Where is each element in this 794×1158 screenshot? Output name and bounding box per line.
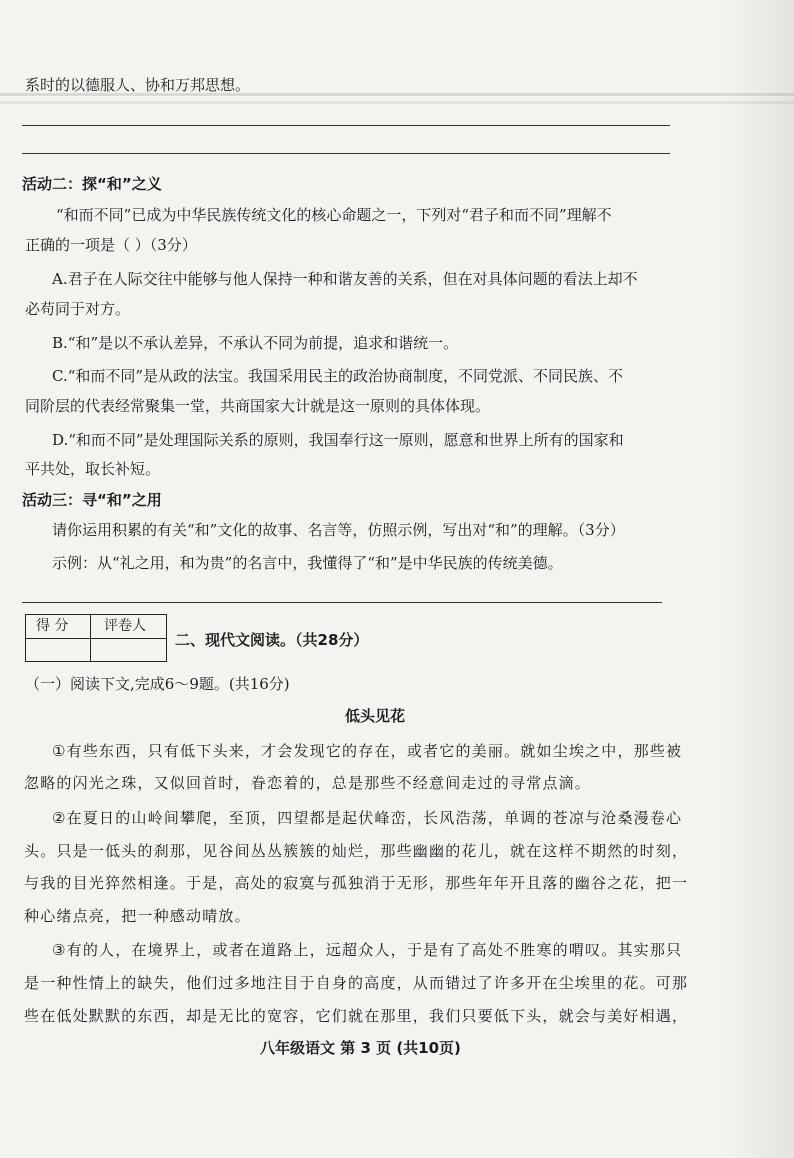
option-a-line1: A.君子在人际交往中能够与他人保持一种和谐友善的关系，但在对具体问题的看法上却不 <box>52 270 638 288</box>
essay-line: 忽略的闪光之珠，又似回首时，眷恋着的，总是那些不经意间走过的寻常点滴。 <box>24 774 592 792</box>
activity3-instruction: 请你运用积累的有关“和”文化的故事、名言等，仿照示例，写出对“和”的理解。（3分） <box>52 521 625 539</box>
essay-line: ③有的人，在境界上，或者在道路上，远超众人，于是有了高处不胜寒的喟叹。其实那只 <box>52 941 683 959</box>
section2-subtitle: （一）阅读下文,完成6～9题。(共16分) <box>25 675 290 693</box>
scan-page-edge-shadow <box>724 0 794 1158</box>
score-label: 得 分 <box>36 618 69 634</box>
option-a-line2: 必苟同于对方。 <box>25 300 131 318</box>
essay-line: 是一种性情上的缺失，他们过多地注目于自身的高度，从而错过了许多开在尘埃里的花。可那 <box>24 974 689 992</box>
question-text-line: 正确的一项是（ ）（3分） <box>25 236 197 254</box>
continued-text-line: 系时的以德服人、协和万邦思想。 <box>25 76 251 94</box>
activity2-title: 活动二：探“和”之义 <box>22 175 162 193</box>
score-table-divider <box>90 615 91 661</box>
question-text-line: “和而不同”已成为中华民族传统文化的核心命题之一，下列对“君子和而不同”理解不 <box>56 206 612 224</box>
option-d-line2: 平共处，取长补短。 <box>25 460 161 478</box>
divider-line <box>22 602 662 603</box>
divider-line <box>22 125 670 126</box>
essay-line: 与我的目光猝然相逢。于是，高处的寂寞与孤独消于无形，那些年年开且落的幽谷之花，把一 <box>24 874 689 892</box>
essay-line: ②在夏日的山岭间攀爬，至顶，四望都是起伏峰峦，长风浩荡，单调的苍凉与沧桑漫卷心 <box>52 809 683 827</box>
essay-line: 头。只是一低头的刹那，见谷间丛丛簇簇的灿烂，那些幽幽的花儿，就在这样不期然的时刻， <box>24 842 689 860</box>
option-c-line2: 同阶层的代表经常聚集一堂，共商国家大计就是这一原则的具体体现。 <box>25 397 491 415</box>
section2-title: 二、现代文阅读。（共28分） <box>175 631 369 649</box>
page-footer: 八年级语文 第 3 页 (共10页) <box>260 1039 461 1057</box>
option-d-line1: D.“和而不同”是处理国际关系的原则，我国奉行这一原则，愿意和世界上所有的国家和 <box>52 431 624 449</box>
option-b: B.“和”是以不承认差异，不承认不同为前提，追求和谐统一。 <box>52 334 459 352</box>
activity3-example: 示例：从“礼之用，和为贵”的名言中，我懂得了“和”是中华民族的传统美德。 <box>52 554 563 572</box>
essay-title: 低头见花 <box>345 707 406 725</box>
activity3-title: 活动三：寻“和”之用 <box>22 491 162 509</box>
option-c-line1: C.“和而不同”是从政的法宝。我国采用民主的政治协商制度，不同党派、不同民族、不 <box>52 367 624 385</box>
grader-label: 评卷人 <box>104 618 146 634</box>
divider-line <box>22 153 670 154</box>
score-table <box>25 614 167 662</box>
essay-line: 种心绪点亮，把一种感动晴放。 <box>24 907 251 925</box>
scan-streak <box>0 101 794 104</box>
essay-line: 些在低处默默的东西，却是无比的宽容，它们就在那里，我们只要低下头，就会与美好相遇， <box>24 1007 689 1025</box>
essay-line: ①有些东西，只有低下头来，才会发现它的存在，或者它的美丽。就如尘埃之中，那些被 <box>52 742 683 760</box>
